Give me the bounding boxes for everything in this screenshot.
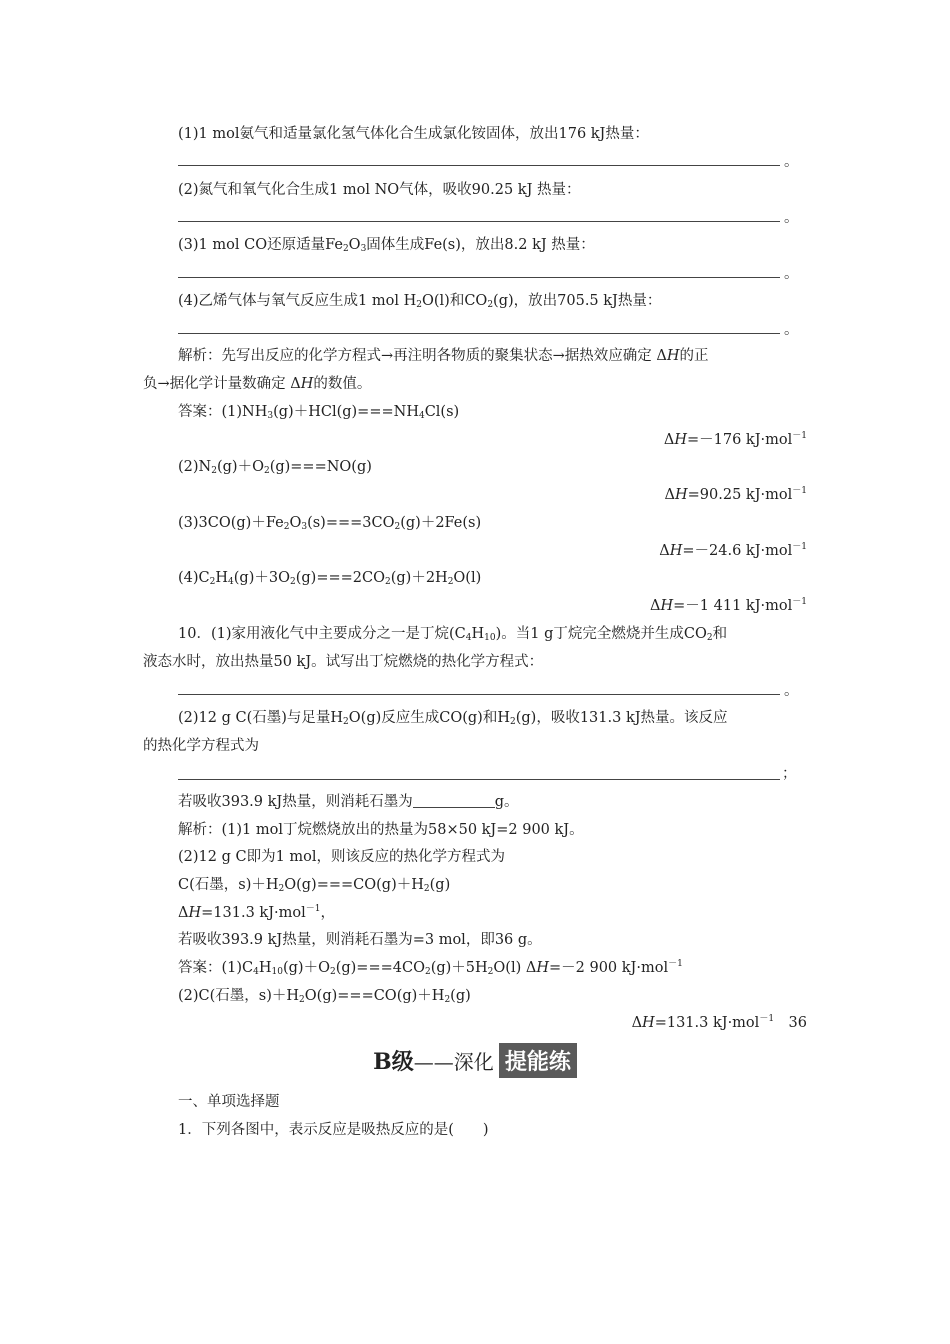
answer-blank-7[interactable]: [413, 793, 495, 808]
period: 。: [784, 210, 799, 226]
answer-blank-4[interactable]: [178, 332, 780, 334]
answer-1-dh: ΔH=－176 kJ·mol$^{-1}$: [663, 431, 807, 448]
q10-line-5: 若吸收393.9 kJ热量，则消耗石墨为 g。: [178, 794, 519, 810]
section-level: B级: [373, 1049, 414, 1075]
answer-blank-3[interactable]: [178, 276, 780, 278]
solution-2: (2)12 g C即为1 mol，则该反应的热化学方程式为: [178, 849, 506, 865]
q10-answer-2: (2)C(石墨，$s)+H_2O(g)===CO(g)+H_2(g)$: [178, 988, 471, 1005]
period: 。: [784, 154, 799, 170]
q10-answer-3: ΔH=131.3 kJ·mol$^{-1}$ 36: [631, 1014, 807, 1031]
q10-line-1: 10．(1)家用液化气中主要成分之一是丁烷$(C_4H_{10})$。当1 g丁烷完全燃烧并生成$CO_2$和: [178, 626, 728, 643]
solution-4: ΔH=131.3 kJ·mol$^{-1}$，: [178, 904, 335, 921]
section-heading: [0, 1043, 950, 1081]
answer-3-dh: ΔH=－24.6 kJ·mol$^{-1}$: [659, 542, 807, 559]
q9-part2: (2)氮气和氧气化合生成1 mol NO气体，吸收90.25 kJ 热量：: [178, 182, 581, 198]
answer-blank-5[interactable]: [178, 693, 780, 695]
question-1: 1．下列各图中，表示反应是吸热反应的是( ): [178, 1122, 489, 1138]
q9-part1: (1)1 mol氨气和适量氯化氢气体化合生成氯化铵固体，放出176 kJ热量：: [178, 126, 649, 142]
answer-blank-1[interactable]: [178, 164, 780, 166]
answer-2: $(2)N_2(g)+O_2(g)===NO(g)$: [178, 459, 372, 476]
answer-4-dh: ΔH=－1 411 kJ·mol$^{-1}$: [650, 597, 807, 614]
answer-3: $(3)3CO(g)+Fe_2O_3(s)===3CO_2(g)+2Fe(s)$: [178, 515, 482, 532]
q10-answer-1: 答案：$(1)C_4H_{10}(g)+O_2(g)===4CO_2(g)+5H_2O(l)$ ΔH=－2 900 kJ·mol$^{-1}$: [178, 959, 683, 977]
answer-1: 答案：$(1)NH_3(g)+HCl(g)===NH_4Cl(s)$: [178, 404, 460, 421]
period: 。: [784, 322, 799, 338]
category-heading: 一、单项选择题: [178, 1094, 280, 1110]
q10-line-3: (2)12 g C(石墨)与足量$H_2O(g)$反应生成CO(g)和$H_2(g)$，吸收131.3 kJ热量。该反应: [178, 710, 728, 727]
period: 。: [784, 683, 799, 699]
answer-4: $(4)C_2H_4(g)+3O_2(g)===2CO_2(g)+2H_2O(l)$: [178, 570, 482, 587]
analysis-line-2: 负→据化学计量数确定 ΔH的数值。: [143, 376, 372, 392]
solution-3: C(石墨，$s)+H_2O(g)===CO(g)+H_2(g)$: [178, 877, 451, 894]
section-dash: ——深化: [413, 1050, 494, 1074]
solution-1: 解析：(1)1 mol丁烷燃烧放出的热量为58×50 kJ=2 900 kJ。: [178, 822, 584, 838]
solution-5: 若吸收393.9 kJ热量，则消耗石墨为=3 mol，即36 g。: [178, 932, 542, 948]
q9-part4: (4)乙烯气体与氧气反应生成1 mol $H_2O(l)$和$CO_2(g)$，放出705.5 kJ热量：: [178, 293, 662, 310]
q10-line-2: 液态水时，放出热量50 kJ。试写出丁烷燃烧的热化学方程式：: [143, 654, 544, 670]
answer-blank-6[interactable]: [178, 778, 780, 780]
answer-2-dh: ΔH=90.25 kJ·mol$^{-1}$: [664, 486, 807, 503]
section-badge: 提能练: [499, 1043, 577, 1078]
period: 。: [784, 266, 799, 282]
q10-line-4: 的热化学方程式为: [143, 738, 259, 754]
semicolon: ；: [782, 766, 797, 782]
analysis-line-1: 解析：先写出反应的化学方程式→再注明各物质的聚集状态→据热效应确定 ΔH的正: [178, 348, 709, 364]
q9-part3: (3)1 mol CO还原适量$Fe_2O_3$固体生成Fe(s)，放出8.2 kJ 热量：: [178, 237, 595, 254]
answer-blank-2[interactable]: [178, 220, 780, 222]
